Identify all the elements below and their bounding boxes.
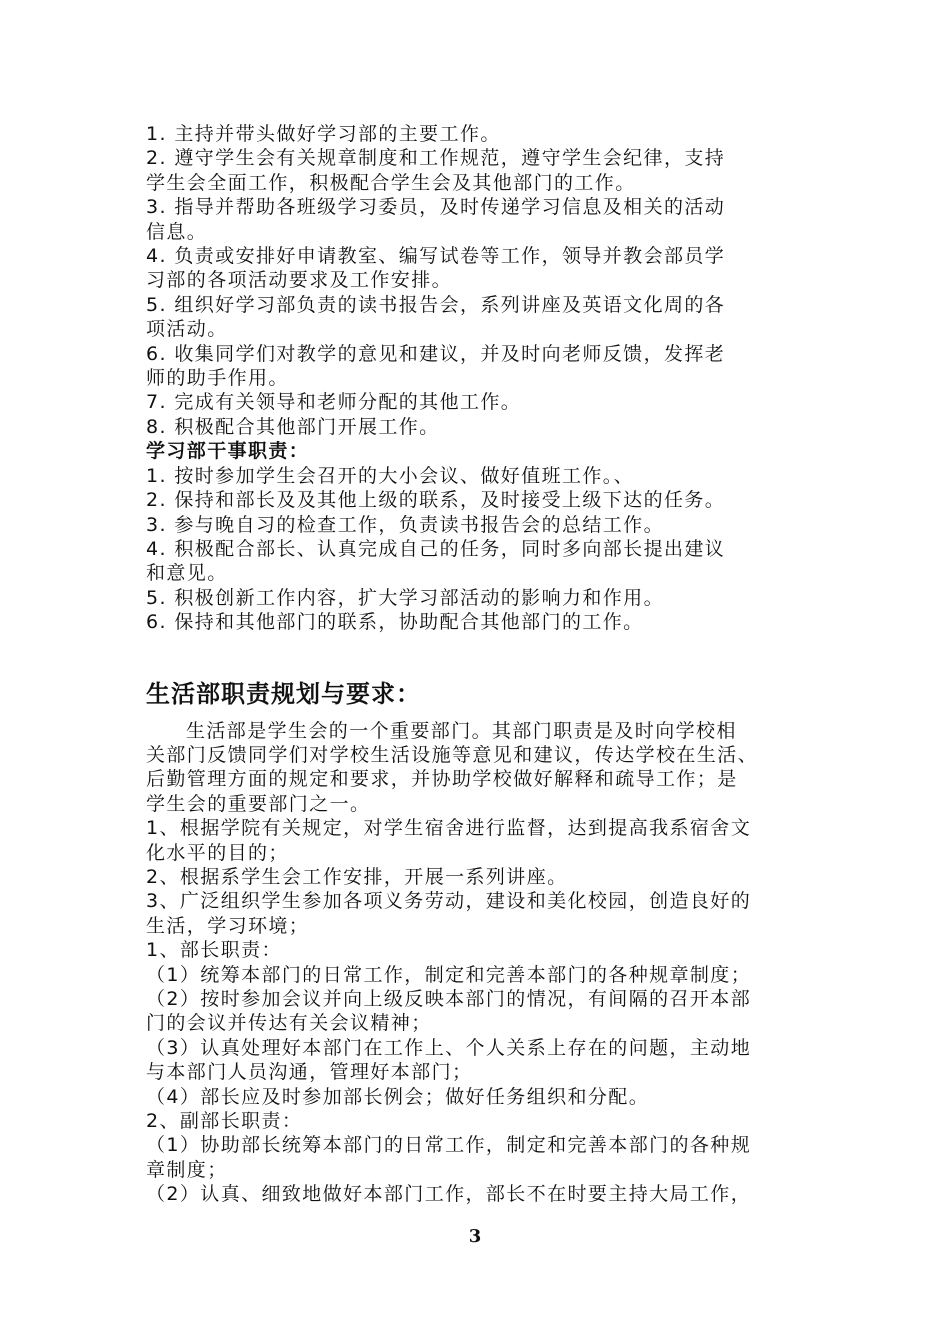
officer-duties-list bbox=[146, 464, 810, 635]
text-line: （4）部长应及时参加部长例会；做好任务组织和分配。 bbox=[146, 1085, 650, 1108]
text-line: 2. 遵守学生会有关规章制度和工作规范，遵守学生会纪律，支持 bbox=[146, 147, 726, 170]
text-line: 章制度； bbox=[146, 1158, 228, 1181]
text-line: 1、根据学院有关规定，对学生宿舍进行监督，达到提高我系宿舍文 bbox=[146, 817, 752, 840]
text-line: （1）协助部长统筹本部门的日常工作，制定和完善本部门的各种规 bbox=[146, 1134, 752, 1157]
text-line: 2、副部长职责： bbox=[146, 1110, 303, 1133]
text-line: 与本部门人员沟通，管理好本部门； bbox=[146, 1061, 473, 1084]
text-line: （3）认真处理好本部门在工作上、个人关系上存在的问题，主动地 bbox=[146, 1036, 752, 1059]
text-line: 3. 指导并帮助各班级学习委员，及时传递学习信息及相关的活动 bbox=[146, 196, 726, 219]
intro-paragraph-first-line: 生活部是学生会的一个重要部门。其部门职责是及时向学校相 bbox=[186, 719, 737, 742]
text-line: （2）按时参加会议并向上级反映本部门的情况，有间隔的召开本部 bbox=[146, 988, 752, 1010]
text-line: 6. 收集同学们对教学的意见和建议，并及时向老师反馈，发挥老 bbox=[146, 342, 726, 365]
life-dept-duties bbox=[146, 743, 810, 1207]
text-line: 3. 参与晚自习的检查工作，负责读书报告会的总结工作。 bbox=[146, 513, 664, 536]
study-dept-duties bbox=[146, 122, 810, 439]
text-line: 3、广泛组织学生参加各项义务劳动，建设和美化校园，创造良好的 bbox=[146, 890, 752, 913]
text-line: （2）认真、细致地做好本部门工作，部长不在时要主持大局工作， bbox=[146, 1183, 752, 1206]
text-line: 4. 负责或安排好申请教室、编写试卷等工作，领导并教会部员学 bbox=[146, 245, 726, 268]
section-title: 生活部职责规划与要求： bbox=[146, 679, 421, 708]
text-line: 师的助手作用。 bbox=[146, 367, 289, 390]
text-line: 后勤管理方面的规定和要求，并协助学校做好解释和疏导工作；是 bbox=[146, 768, 738, 791]
text-line: 项活动。 bbox=[146, 318, 228, 341]
text-line: 生活，学习环境； bbox=[146, 914, 310, 937]
text-line: 学生会的重要部门之一。 bbox=[146, 792, 371, 815]
text-line: （1）统筹本部门的日常工作，制定和完善本部门的各种规章制度； bbox=[146, 963, 752, 986]
text-line: 化水平的目的； bbox=[146, 841, 289, 864]
text-line: 5. 积极创新工作内容，扩大学习部活动的影响力和作用。 bbox=[146, 586, 664, 609]
text-line: 7. 完成有关领导和老师分配的其他工作。 bbox=[146, 391, 522, 414]
officer-duties-heading: 学习部干事职责： bbox=[146, 440, 310, 463]
text-line: 学生会全面工作，积极配合学生会及其他部门的工作。 bbox=[146, 171, 636, 194]
text-line: 门的会议并传达有关会议精神； bbox=[146, 1012, 432, 1035]
text-line: 1、部长职责： bbox=[146, 939, 282, 962]
page-content bbox=[146, 122, 810, 1207]
text-line: 8. 积极配合其他部门开展工作。 bbox=[146, 415, 440, 438]
page-number: 3 bbox=[468, 1226, 482, 1247]
text-line: 2. 保持和部长及及其他上级的联系，及时接受上级下达的任务。 bbox=[146, 489, 726, 512]
text-line: 1. 主持并带头做好学习部的主要工作。 bbox=[146, 123, 501, 145]
text-line: 1. 按时参加学生会召开的大小会议、做好值班工作。、 bbox=[146, 464, 635, 487]
text-line: 和意见。 bbox=[146, 562, 228, 585]
text-line: 习部的各项活动要求及工作安排。 bbox=[146, 269, 453, 292]
text-line: 关部门反馈同学们对学校生活设施等意见和建议，传达学校在生活、 bbox=[146, 743, 759, 766]
text-line: 2、根据系学生会工作安排，开展一系列讲座。 bbox=[146, 865, 568, 888]
text-line: 信息。 bbox=[146, 220, 208, 243]
text-line: 5. 组织好学习部负责的读书报告会，系列讲座及英语文化周的各 bbox=[146, 293, 726, 316]
text-line: 4. 积极配合部长、认真完成自己的任务，同时多向部长提出建议 bbox=[146, 537, 726, 560]
text-line: 6. 保持和其他部门的联系，协助配合其他部门的工作。 bbox=[146, 611, 644, 634]
